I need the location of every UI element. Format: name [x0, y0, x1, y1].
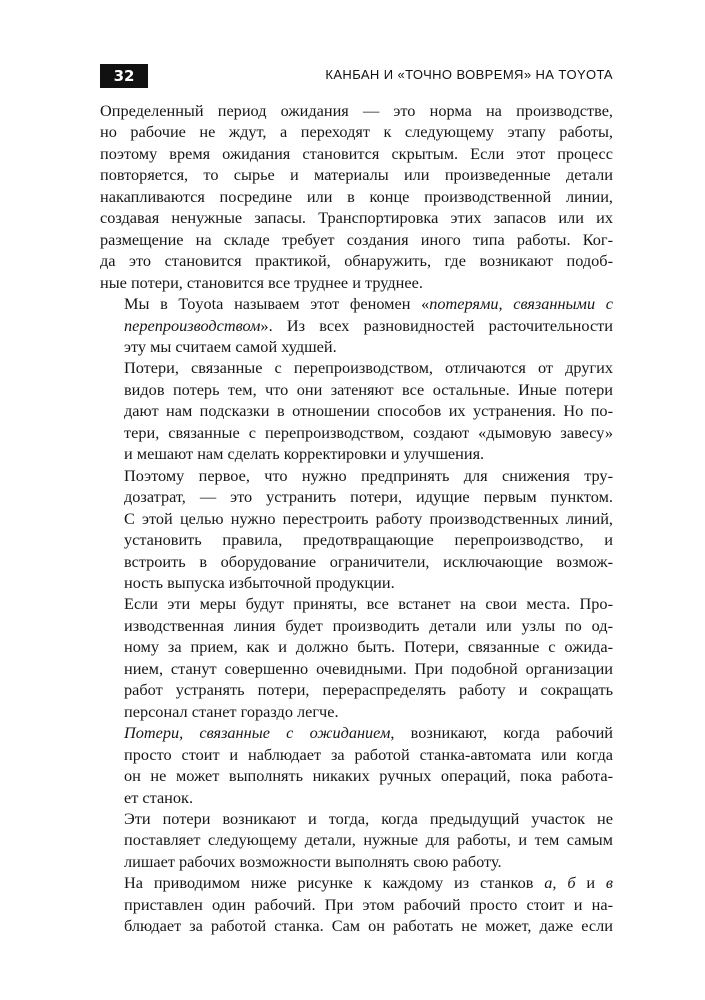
- text-line: установить правила, предотвращающие перепроизводство, и: [124, 530, 613, 550]
- text-line: он не может выполнять никаких ручных операций, пока работа-: [124, 766, 613, 786]
- italic-term: а, б: [544, 873, 576, 893]
- text-line: но рабочие не ждут, а переходят к следующему этапу работы,: [100, 122, 613, 142]
- text-line: ные потери, становится все труднее и труднее.: [100, 272, 423, 292]
- paragraph-8: [100, 872, 613, 936]
- text-line: [100, 872, 613, 893]
- paragraph-1: [100, 100, 613, 293]
- text-line: [100, 293, 613, 314]
- text-run: Мы в Toyota называем этот феномен «: [124, 294, 430, 314]
- italic-term: Потери, связанные с ожиданием: [124, 723, 391, 743]
- paragraph-6: [100, 722, 613, 808]
- text-line: да это становится практикой, обнаружить, где возникают подоб-: [100, 251, 613, 271]
- text-line: ет станок.: [124, 787, 194, 807]
- text-line: нием, станут совершенно очевидными. При подобной организации: [124, 658, 613, 678]
- paragraph-7: [100, 808, 613, 872]
- text-line: видов потерь тем, что они затеняют все остальные. Иные потери: [124, 379, 613, 399]
- text-line: размещение на складе требует создания иного типа работы. Ког-: [100, 229, 613, 249]
- running-title: КАНБАН И «ТОЧНО ВОВРЕМЯ» НА TOYOTA: [325, 67, 613, 82]
- text-line: изводственная линия будет производить детали или узлы по од-: [124, 615, 613, 635]
- text-line: дозатрат, — это устранить потери, идущие первым пунктом.: [124, 487, 613, 507]
- text-line: просто стоит и наблюдает за работой станка-автомата или когда: [124, 744, 613, 764]
- page-number: 32: [100, 64, 148, 88]
- text-line: накапливаются посредине или в конце производственной линии,: [100, 186, 613, 206]
- italic-term: перепроизводством: [124, 315, 261, 335]
- text-line: Поэтому первое, что нужно предпринять для снижения тру-: [124, 465, 613, 485]
- text-line: повторяется, то сырье и материалы или произведенные детали: [100, 165, 613, 185]
- text-line: персонал станет гораздо легче.: [124, 701, 339, 721]
- text-line: Определенный период ожидания — это норма на производстве,: [100, 101, 613, 120]
- text-line: С этой целью нужно перестроить работу производственных линий,: [124, 508, 613, 528]
- text-line: ному за прием, как и должно быть. Потери, связанные с ожида-: [124, 637, 613, 657]
- text-line: и мешают нам сделать корректировки и улучшения.: [124, 444, 485, 464]
- text-line: Если эти меры будут приняты, все встанет на свои места. Про-: [124, 594, 613, 614]
- paragraph-5: [100, 593, 613, 722]
- text-line: встроить в оборудование ограничители, исключающие возмож-: [124, 551, 613, 571]
- text-line: блюдает за работой станка. Сам он работать не может, даже если: [124, 916, 613, 936]
- text-line: приставлен один рабочий. При этом рабочий просто стоит и на-: [124, 894, 613, 914]
- text-line: [100, 315, 613, 336]
- text-line: ность выпуска избыточной продукции.: [124, 572, 395, 592]
- text-run: На приводимом ниже рисунке к каждому из станков: [124, 873, 545, 893]
- paragraph-3: [100, 357, 613, 464]
- text-run: , возникают, когда рабочий: [390, 723, 613, 743]
- text-line: [100, 722, 613, 743]
- paragraph-4: [100, 465, 613, 594]
- italic-term: в: [605, 873, 613, 893]
- text-line: работ устранять потери, перераспределять работу и сокращать: [124, 680, 613, 700]
- italic-term: потерями, связанными с: [429, 294, 613, 314]
- paragraph-2: [100, 293, 613, 357]
- body-text: [100, 100, 613, 937]
- text-line: дают нам подсказки в отношении способов их устранения. Но по-: [124, 401, 613, 421]
- text-run: ». Из всех разновидностей расточительности: [260, 315, 613, 335]
- text-line: поставляет следующему детали, нужные для работы, и тем самым: [124, 830, 613, 850]
- text-line: Эти потери возникают и тогда, когда предыдущий участок не: [124, 808, 613, 828]
- text-line: создавая ненужные запасы. Транспортировка этих запасов или их: [100, 208, 613, 228]
- text-line: Потери, связанные с перепроизводством, отличаются от других: [124, 358, 613, 378]
- text-line: поэтому время ожидания становится скрытым. Если этот процесс: [100, 143, 613, 163]
- text-run: и: [575, 873, 606, 893]
- text-line: эту мы считаем самой худшей.: [124, 336, 337, 356]
- text-line: лишает рабочих возможности выполнять свою работу.: [124, 851, 502, 871]
- text-line: тери, связанные с перепроизводством, создают «дымовую завесу»: [124, 422, 613, 442]
